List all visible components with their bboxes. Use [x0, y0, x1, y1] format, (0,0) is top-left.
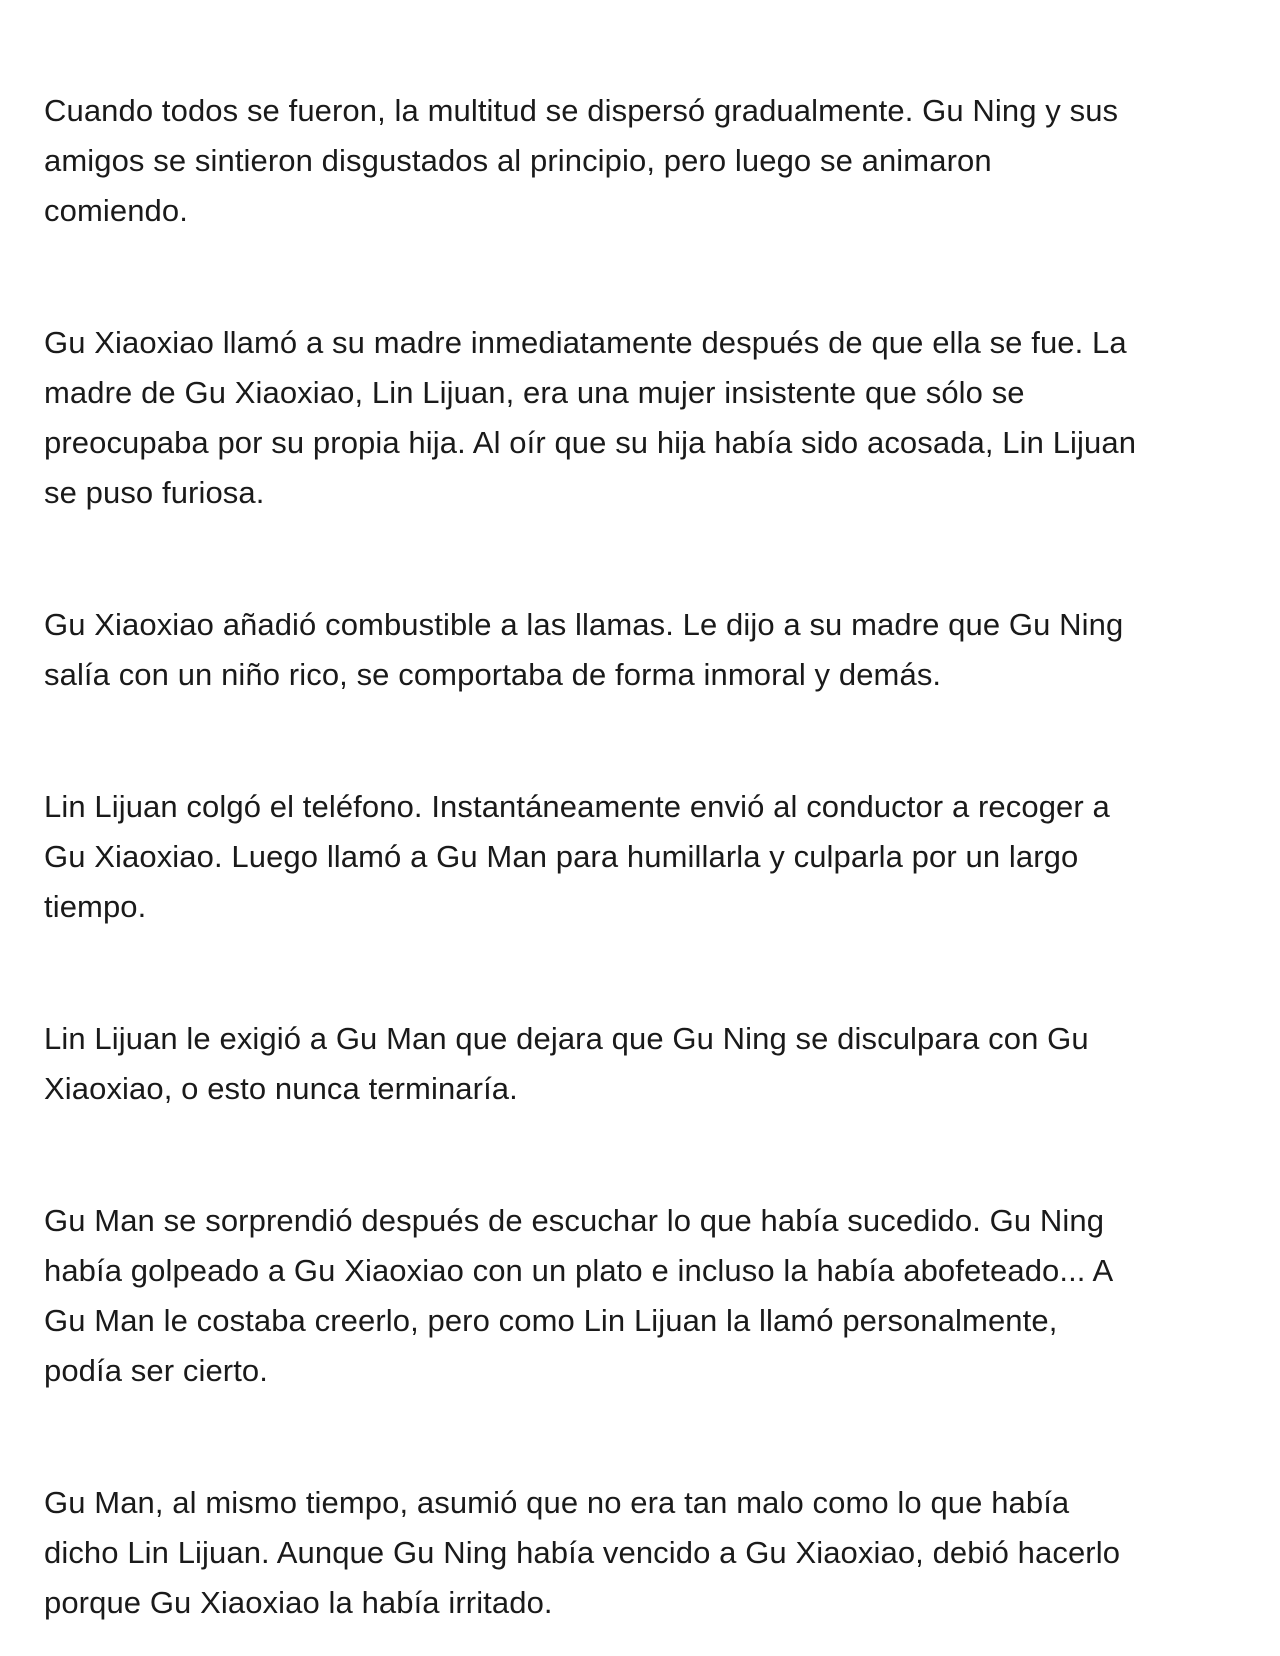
paragraph-5 — [44, 1014, 1244, 1114]
paragraph-line: Gu Xiaoxiao. Luego llamó a Gu Man para humillarla y culparla por un largo — [44, 839, 1079, 874]
paragraph-line: Gu Xiaoxiao añadió combustible a las llamas. Le dijo a su madre que Gu Ning — [44, 607, 1124, 642]
paragraph-line: Gu Man le costaba creerlo, pero como Lin Lijuan la llamó personalmente, — [44, 1303, 1058, 1338]
paragraph-line: porque Gu Xiaoxiao la había irritado. — [44, 1585, 553, 1620]
document-page — [44, 86, 1244, 1628]
paragraph-line: madre de Gu Xiaoxiao, Lin Lijuan, era una mujer insistente que sólo se — [44, 375, 1025, 410]
paragraph-6 — [44, 1196, 1244, 1396]
paragraph-line: tiempo. — [44, 889, 147, 924]
paragraph-line: Lin Lijuan colgó el teléfono. Instantáneamente envió al conductor a recoger a — [44, 789, 1110, 824]
paragraph-line: se puso furiosa. — [44, 475, 265, 510]
paragraph-7 — [44, 1478, 1244, 1628]
paragraph-2 — [44, 318, 1244, 518]
paragraph-line: Gu Man se sorprendió después de escuchar lo que había sucedido. Gu Ning — [44, 1203, 1105, 1238]
paragraph-line: preocupaba por su propia hija. Al oír que su hija había sido acosada, Lin Lijuan — [44, 425, 1137, 460]
paragraph-line: comiendo. — [44, 193, 188, 228]
paragraph-line: Gu Man, al mismo tiempo, asumió que no era tan malo como lo que había — [44, 1485, 1070, 1520]
paragraph-line: Lin Lijuan le exigió a Gu Man que dejara que Gu Ning se disculpara con Gu — [44, 1021, 1089, 1056]
paragraph-line: había golpeado a Gu Xiaoxiao con un plato e incluso la había abofeteado... A — [44, 1253, 1114, 1288]
paragraph-line: Xiaoxiao, o esto nunca terminaría. — [44, 1071, 518, 1106]
paragraph-line: Cuando todos se fueron, la multitud se dispersó gradualmente. Gu Ning y sus — [44, 93, 1119, 128]
paragraph-4 — [44, 782, 1244, 932]
paragraph-line: dicho Lin Lijuan. Aunque Gu Ning había vencido a Gu Xiaoxiao, debió hacerlo — [44, 1535, 1121, 1570]
paragraph-3 — [44, 600, 1244, 700]
paragraph-line: podía ser cierto. — [44, 1353, 268, 1388]
paragraph-line: Gu Xiaoxiao llamó a su madre inmediatamente después de que ella se fue. La — [44, 325, 1127, 360]
paragraph-line: amigos se sintieron disgustados al principio, pero luego se animaron — [44, 143, 992, 178]
paragraph-line: salía con un niño rico, se comportaba de forma inmoral y demás. — [44, 657, 942, 692]
paragraph-1 — [44, 86, 1244, 236]
